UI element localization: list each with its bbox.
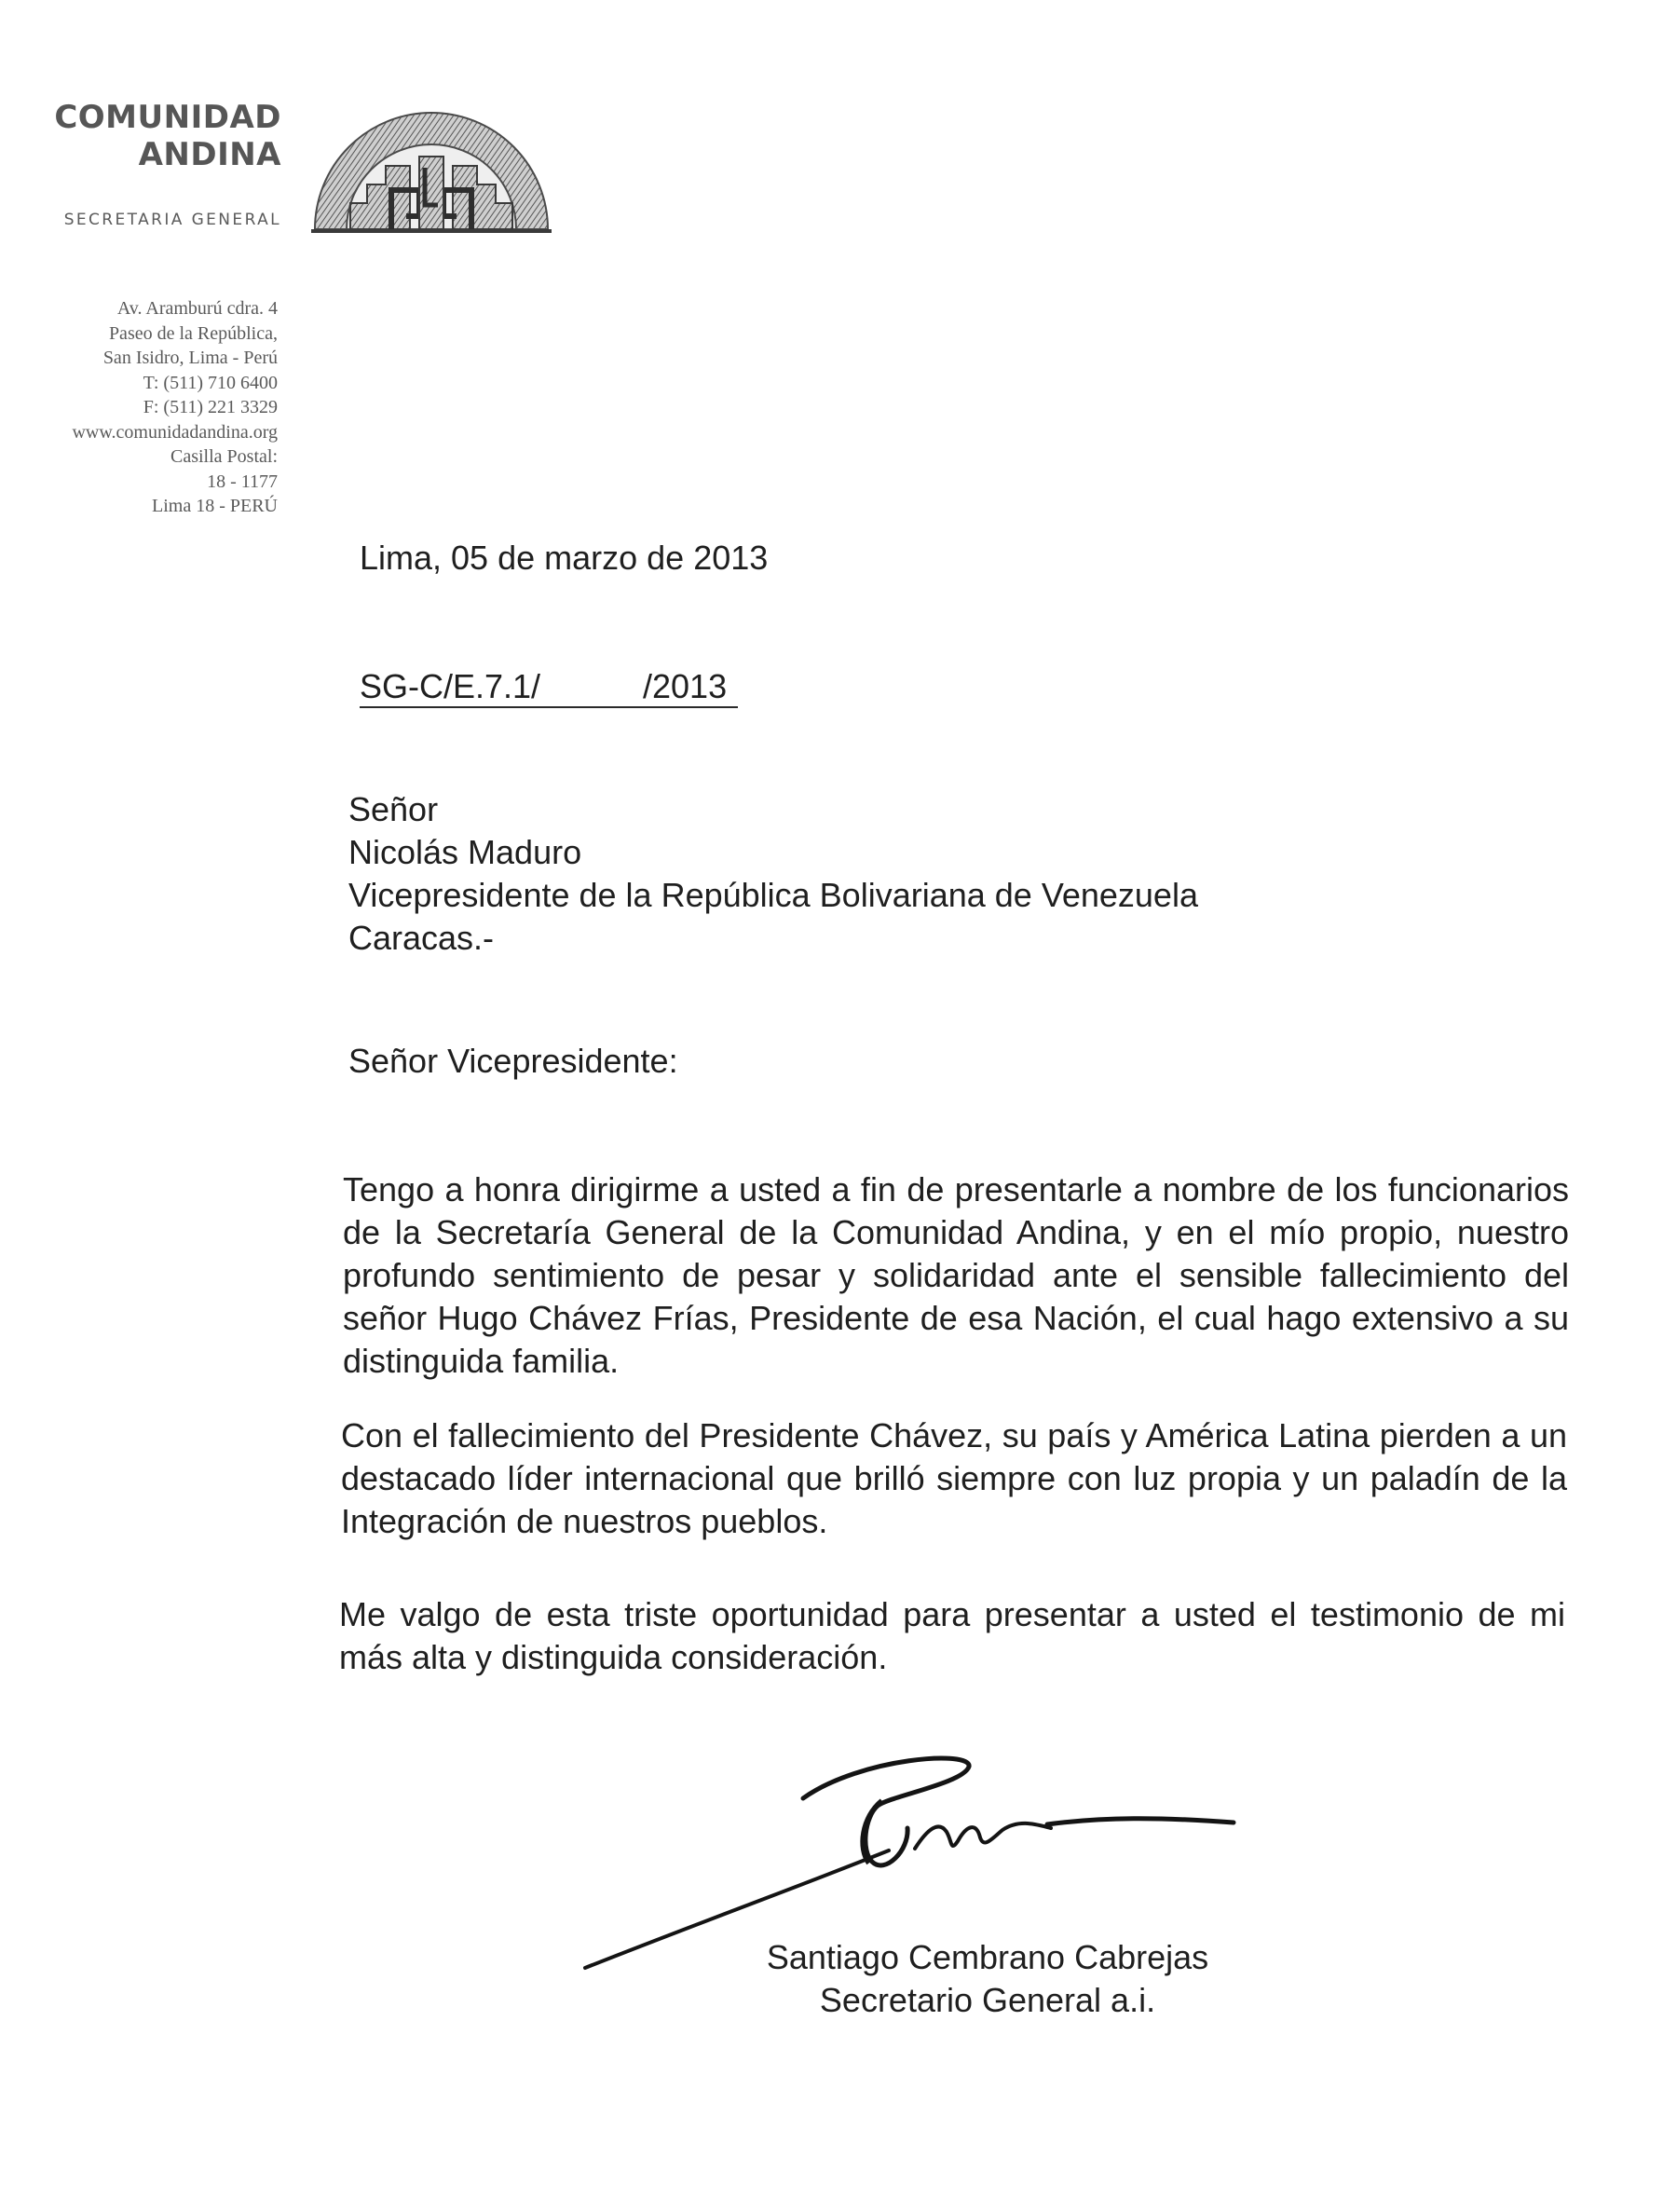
organization-name bbox=[28, 99, 281, 173]
addressee-block bbox=[348, 788, 1198, 960]
comunidad-andina-logo-icon bbox=[309, 93, 553, 235]
letter-date: Lima, 05 de marzo de 2013 bbox=[360, 539, 769, 577]
body-paragraph-1: Tengo a honra dirigirme a usted a fin de presentarle a nombre de los funcionarios de la Secretaría General de la Comunidad Andina, y en el mío propio, nuestro profundo sentimiento de pesar y solidaridad ante el sensible fallecimiento del señor Hugo Chávez Frías, Presidente de esa Nación, el cual hago extensivo a su distinguida familia. bbox=[343, 1170, 1569, 1380]
organization-subtitle: SECRETARIA GENERAL bbox=[63, 211, 281, 229]
address-line: Lima 18 - PERÚ bbox=[152, 496, 278, 516]
org-name-line1: COMUNIDAD bbox=[54, 99, 281, 136]
body-paragraph-2: Con el fallecimiento del Presidente Chávez, su país y América Latina pierden a un destacado líder internacional que brilló siempre con luz propia y un paladín de la Integración de nuestros pueblos. bbox=[341, 1416, 1567, 1540]
address-line: Paseo de la República, bbox=[108, 322, 278, 344]
phone-line: T: (511) 710 6400 bbox=[143, 372, 278, 393]
addressee-name: Nicolás Maduro bbox=[348, 833, 582, 871]
fax-line: F: (511) 221 3329 bbox=[143, 397, 278, 417]
reference-suffix: /2013 bbox=[643, 667, 728, 705]
addressee-position: Vicepresidente de la República Bolivariana de Venezuela bbox=[348, 876, 1198, 914]
website-line: www.comunidadandina.org bbox=[72, 421, 278, 443]
reference-prefix: SG-C/E.7.1/ bbox=[360, 667, 541, 705]
salutation: Señor Vicepresidente: bbox=[348, 1042, 678, 1080]
address-line: 18 - 1177 bbox=[207, 471, 278, 492]
sender-address bbox=[9, 296, 278, 519]
addressee-title: Señor bbox=[348, 790, 439, 828]
org-name-line2: ANDINA bbox=[138, 136, 281, 173]
address-line: San Isidro, Lima - Perú bbox=[102, 348, 278, 368]
addressee-city: Caracas.- bbox=[348, 919, 495, 957]
address-line: Av. Aramburú cdra. 4 bbox=[116, 298, 278, 319]
signer-block bbox=[652, 1936, 1323, 2022]
body-paragraph-3: Me valgo de esta triste oportunidad para presentar a usted el testimonio de mi más alta y distinguida consideración. bbox=[339, 1595, 1565, 1676]
signer-name: Santiago Cembrano Cabrejas bbox=[766, 1938, 1209, 1976]
signer-title: Secretario General a.i. bbox=[819, 1981, 1156, 2019]
address-line: Casilla Postal: bbox=[170, 446, 278, 467]
reference-number bbox=[360, 662, 738, 708]
